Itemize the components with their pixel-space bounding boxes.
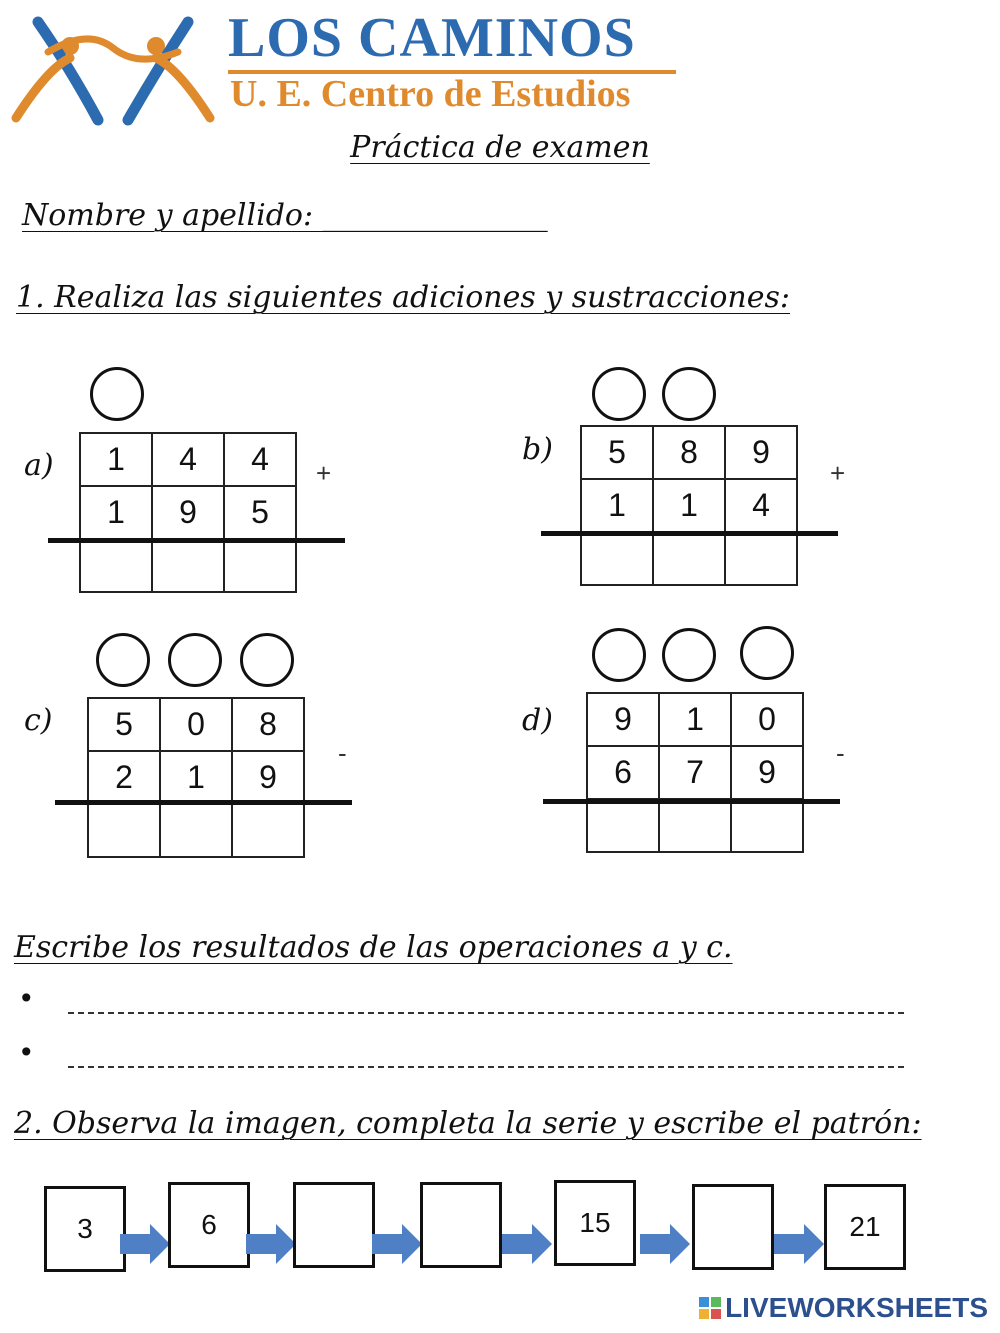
digit-cell: 4 [225, 434, 297, 487]
answer-cell[interactable] [588, 800, 660, 853]
school-name: LOS CAMINOS [228, 7, 636, 69]
bullet: • [18, 1036, 35, 1069]
answer-cell[interactable] [660, 800, 732, 853]
digit-cell: 5 [89, 699, 161, 752]
name-field-label: Nombre y apellido: _______________ [22, 198, 548, 233]
operation-grid [87, 697, 305, 858]
series-answer-box[interactable] [293, 1182, 375, 1268]
digit-cell: 1 [81, 487, 153, 540]
series-box: 3 [44, 1186, 126, 1272]
carry-circle[interactable] [740, 626, 794, 680]
digit-cell: 8 [654, 427, 726, 480]
sum-line [543, 799, 840, 804]
digit-cell: 9 [732, 747, 804, 800]
digit-cell: 0 [732, 694, 804, 747]
digit-cell: 1 [582, 480, 654, 533]
carry-circle[interactable] [168, 633, 222, 687]
answer-cell[interactable] [81, 540, 153, 593]
digit-cell: 2 [89, 752, 161, 805]
digit-cell: 5 [582, 427, 654, 480]
digit-cell: 1 [660, 694, 732, 747]
answer-cell[interactable] [225, 540, 297, 593]
carry-circle[interactable] [592, 367, 646, 421]
liveworksheets-watermark [699, 1292, 988, 1324]
problem-label: c) [24, 703, 53, 738]
liveworksheets-logo-icon [699, 1297, 721, 1319]
series-answer-box[interactable] [692, 1184, 774, 1270]
digit-cell: 9 [233, 752, 305, 805]
digit-cell: 8 [233, 699, 305, 752]
sum-line [541, 531, 838, 536]
write-results-label: Escribe los resultados de las operaciones a y c. [14, 930, 733, 965]
digit-cell: 4 [153, 434, 225, 487]
series-box: 15 [554, 1180, 636, 1266]
problem-label: d) [522, 703, 553, 738]
sum-line [48, 538, 345, 543]
page-title: Práctica de examen [350, 130, 650, 165]
arrow-right-icon [640, 1222, 690, 1266]
bullet: • [18, 982, 35, 1015]
carry-circle[interactable] [662, 367, 716, 421]
digit-cell: 6 [588, 747, 660, 800]
carry-circle[interactable] [90, 367, 144, 421]
operation-grid [580, 425, 798, 586]
operator-sign: + [316, 458, 332, 488]
answer-cell[interactable] [732, 800, 804, 853]
series-box: 21 [824, 1184, 906, 1270]
series-answer-box[interactable] [420, 1182, 502, 1268]
answer-cell[interactable] [726, 533, 798, 586]
arrow-right-icon [502, 1222, 552, 1266]
digit-cell: 7 [660, 747, 732, 800]
answer-cell[interactable] [582, 533, 654, 586]
arrow-right-icon [774, 1222, 824, 1266]
digit-cell: 1 [81, 434, 153, 487]
digit-cell: 0 [161, 699, 233, 752]
question-2-label: 2. Observa la imagen, completa la serie y escribe el patrón: [14, 1106, 922, 1141]
digit-cell: 9 [726, 427, 798, 480]
school-subtitle: U. E. Centro de Estudios [230, 73, 631, 115]
carry-circle[interactable] [592, 628, 646, 682]
carry-circle[interactable] [96, 633, 150, 687]
problem-label: b) [522, 432, 553, 467]
digit-cell: 9 [588, 694, 660, 747]
answer-cell[interactable] [153, 540, 225, 593]
digit-cell: 1 [654, 480, 726, 533]
answer-cell[interactable] [161, 805, 233, 858]
operator-sign: - [338, 738, 347, 768]
operator-sign: - [836, 738, 845, 768]
digit-cell: 9 [153, 487, 225, 540]
operation-grid [79, 432, 297, 593]
watermark-text: LIVEWORKSHEETS [725, 1292, 988, 1323]
arrow-right-icon [372, 1222, 422, 1266]
question-1-label: 1. Realiza las siguientes adiciones y sustracciones: [16, 280, 791, 315]
arrow-right-icon [246, 1222, 296, 1266]
carry-circle[interactable] [662, 628, 716, 682]
digit-cell: 1 [161, 752, 233, 805]
sum-line [55, 800, 352, 805]
operation-grid [586, 692, 804, 853]
digit-cell: 4 [726, 480, 798, 533]
answer-cell[interactable] [654, 533, 726, 586]
answer-cell[interactable] [89, 805, 161, 858]
problem-label: a) [24, 448, 54, 483]
school-logo [8, 8, 218, 126]
series-box: 6 [168, 1182, 250, 1268]
answer-line[interactable] [68, 1066, 904, 1068]
arrow-right-icon [120, 1222, 170, 1266]
digit-cell: 5 [225, 487, 297, 540]
carry-circle[interactable] [240, 633, 294, 687]
answer-cell[interactable] [233, 805, 305, 858]
operator-sign: + [830, 458, 846, 488]
answer-line[interactable] [68, 1012, 904, 1014]
